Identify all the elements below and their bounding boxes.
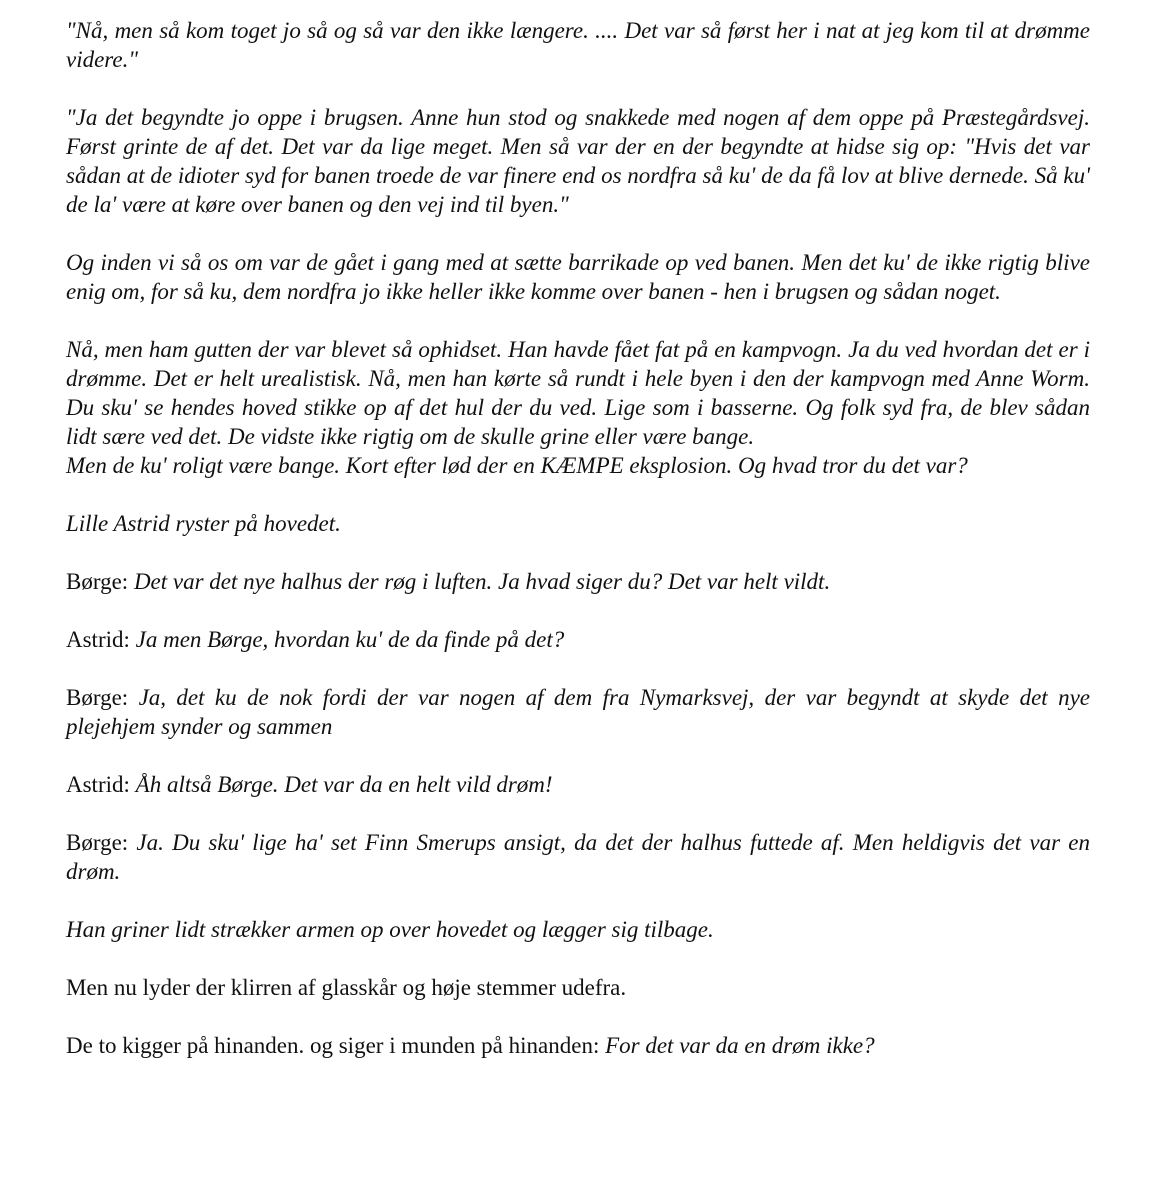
dialogue-text: Ja, det ku de nok fordi der var nogen af dem fra Nymarksvej, der var begyndt at skyde det nye plejehjem synder og sammen: [66, 685, 1090, 739]
dialogue-line: [66, 683, 1090, 741]
closing-line: [66, 1031, 1090, 1060]
dialogue-line: [66, 770, 1090, 799]
paragraph-2: "Ja det begyndte jo oppe i brugsen. Anne hun stod og snakkede med nogen af dem oppe på Præstegårdsvej. Først grinte de af det. Det var da lige meget. Men så var der en der begyndte at hidse sig op: "Hvis det var sådan at de idioter syd for banen troede de var finere end os nordfra så ku' de da få lov at blive dernede. Så ku' de la' være at køre over banen og den vej ind til byen.": [66, 105, 1090, 217]
paragraph-1: "Nå, men så kom toget jo så og så var den ikke længere. .... Det var så først her i nat at jeg kom til at drømme videre.": [66, 18, 1090, 72]
closing-prefix: De to kigger på hinanden. og siger i munden på hinanden:: [66, 1033, 606, 1058]
dialogue-line: [66, 567, 1090, 596]
speaker-name: Børge:: [66, 830, 129, 855]
stage-direction: Han griner lidt strækker armen op over hovedet og lægger sig tilbage.: [66, 917, 714, 942]
narration: Men nu lyder der klirren af glasskår og høje stemmer udefra.: [66, 975, 627, 1000]
dialogue-text: Det var det nye halhus der røg i luften. Ja hvad siger du? Det var helt vildt.: [133, 569, 831, 594]
speaker-name: Astrid:: [66, 627, 130, 652]
paragraph-5: Men de ku' roligt være bange. Kort efter lød der en KÆMPE eksplosion. Og hvad tror du det var?: [66, 453, 968, 478]
speaker-name: Astrid:: [66, 772, 130, 797]
dialogue-line: [66, 625, 1090, 654]
paragraph-3: Og inden vi så os om var de gået i gang med at sætte barrikade op ved banen. Men det ku' de ikke rigtig blive enig om, for så ku, dem nordfra jo ikke heller ikke komme over banen - hen i brugsen og sådan noget.: [66, 250, 1090, 304]
dialogue-text: Åh altså Børge. Det var da en helt vild drøm!: [135, 772, 553, 797]
dialogue-text: Ja. Du sku' lige ha' set Finn Smerups ansigt, da det der halhus futtede af. Men heldigvis det var en drøm.: [66, 830, 1090, 884]
dialogue-line: [66, 828, 1090, 886]
speaker-name: Børge:: [66, 569, 129, 594]
document-page: [66, 16, 1090, 1089]
paragraph-6: Lille Astrid ryster på hovedet.: [66, 511, 341, 536]
paragraph-4: Nå, men ham gutten der var blevet så ophidset. Han havde fået fat på en kampvogn. Ja du ved hvordan det er i drømme. Det er helt urealistisk. Nå, men han kørte så rundt i hele byen i den der kampvogn med Anne Worm. Du sku' se hendes hoved stikke op af det hul der du ved. Lige som i basserne. Og folk syd fra, de blev sådan lidt sære ved det. De vidste ikke rigtig om de skulle grine eller være bange.: [66, 337, 1090, 449]
dialogue-text: Ja men Børge, hvordan ku' de da finde på det?: [135, 627, 565, 652]
closing-quote: For det var da en drøm ikke?: [605, 1033, 875, 1058]
speaker-name: Børge:: [66, 685, 129, 710]
